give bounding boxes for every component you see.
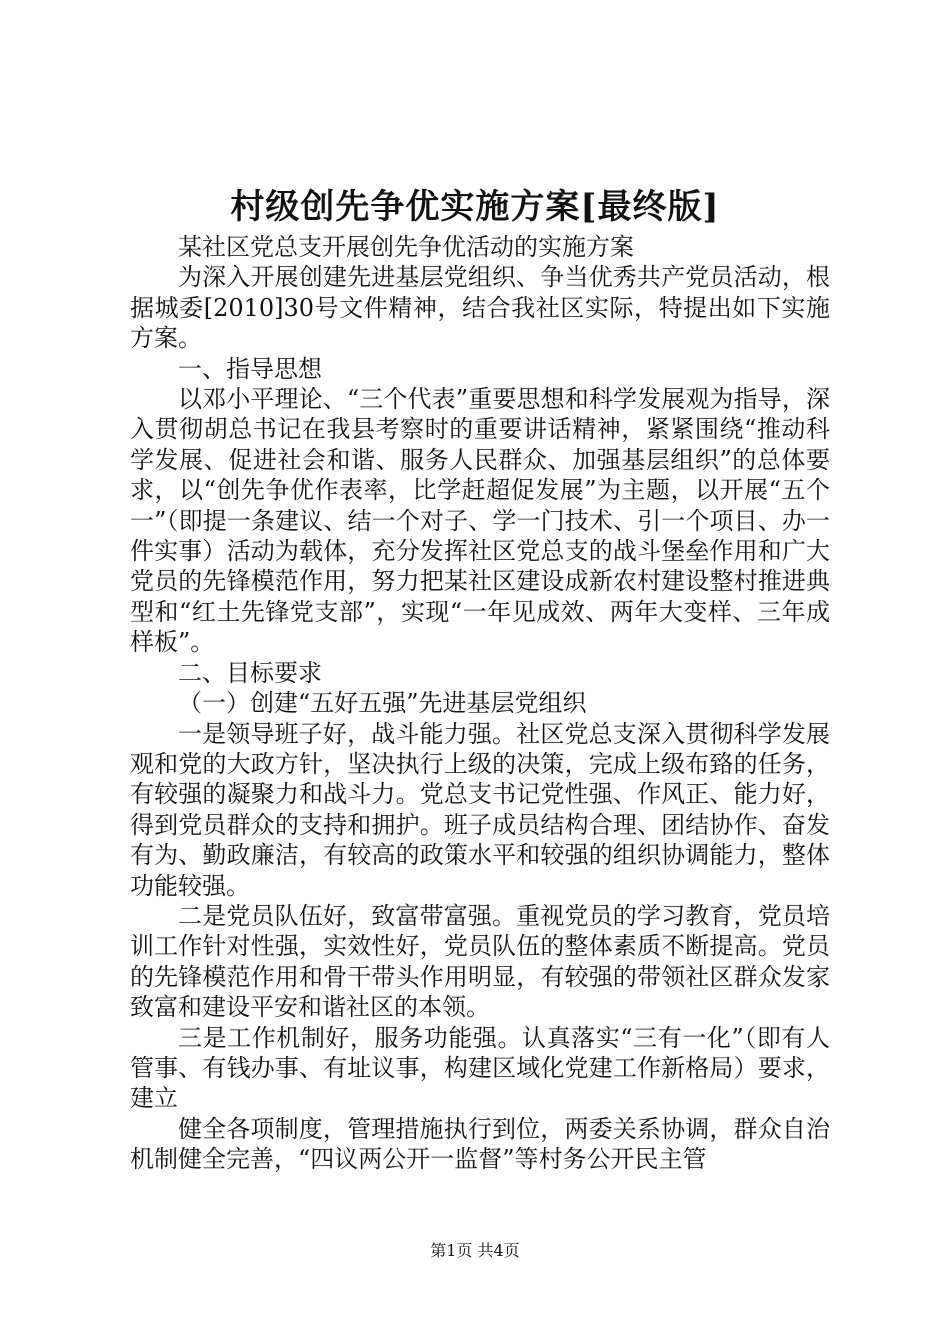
section-heading-guiding-thought: 一、指导思想 (178, 354, 322, 383)
document-body (130, 232, 830, 1175)
section-heading-goals: 二、目标要求 (178, 658, 322, 687)
paragraph-intro: 为深入开展创建先进基层党组织、争当优秀共产党员活动，根据城委[2010]30号文件精神，结合我社区实际，特提出如下实施方案。 (130, 263, 830, 353)
paragraph-systems: 健全各项制度，管理措施执行到位，两委关系协调，群众自治机制健全完善，“四议两公开一监督”等村务公开民主管 (130, 1114, 830, 1174)
page-number-footer: 第1页 共4页 (430, 1241, 520, 1260)
subsection-heading-five-good: （一）创建“五好五强”先进基层党组织 (178, 689, 587, 718)
paragraph-guiding-thought: 以邓小平理论、“三个代表”重要思想和科学发展观为指导，深入贯彻胡总书记在我县考察时的重要讲话精神，紧紧围绕“推动科学发展、促进社会和谐、服务人民群众、加强基层组织”的总体要求，以“创先争优作表率，比学赶超促发展”为主题，以开展“五个一”（即提一条建议、结一个对子、学一门技术、引一个项目、办一件实事）活动为载体，充分发挥社区党总支的战斗堡垒作用和广大党员的先锋模范作用，努力把某社区建设成新农村建设整村推进典型和“红土先锋党支部”，实现“一年见成效、两年大变样、三年成样板”。 (130, 385, 830, 657)
paragraph-subtitle: 某社区党总支开展创先争优活动的实施方案 (178, 233, 634, 261)
paragraph-party-members: 二是党员队伍好，致富带富强。重视党员的学习教育，党员培训工作针对性强，实效性好，党员队伍的整体素质不断提高。党员的先锋模范作用和骨干带头作用明显，有较强的带领社区群众发家致富和建设平安和谐社区的本领。 (130, 901, 830, 1022)
paragraph-work-mechanism: 三是工作机制好，服务功能强。认真落实“三有一化”（即有人管事、有钱办事、有址议事，构建区域化党建工作新格局）要求，建立 (130, 1023, 830, 1113)
document-title: 村级创先争优实施方案[最终版] (230, 187, 720, 227)
paragraph-leadership: 一是领导班子好，战斗能力强。社区党总支深入贯彻科学发展观和党的大政方针，坚决执行上级的决策，完成上级布臵的任务，有较强的凝聚力和战斗力。党总支书记党性强、作风正、能力好，得到党员群众的支持和拥护。班子成员结构合理、团结协作、奋发有为、勤政廉洁，有较高的政策水平和较强的组织协调能力，整体功能较强。 (130, 719, 830, 900)
